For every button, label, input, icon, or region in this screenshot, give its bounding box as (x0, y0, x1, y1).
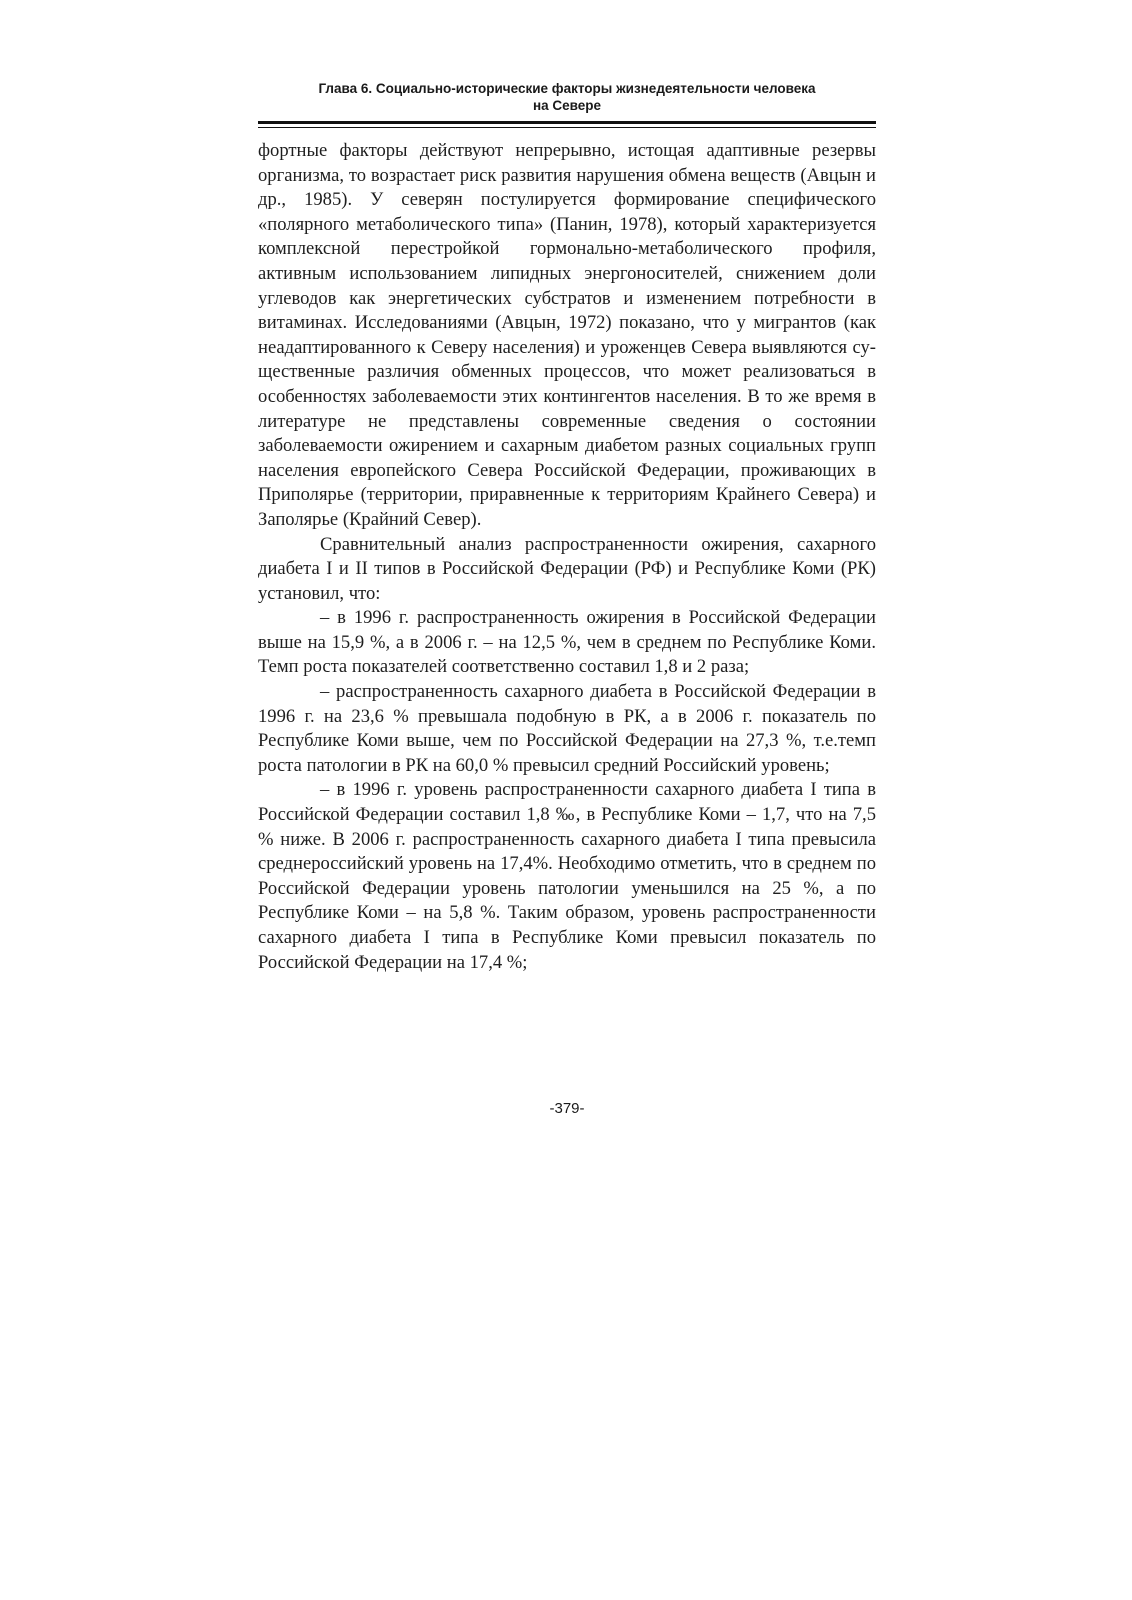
body-text (258, 139, 876, 975)
paragraph-2: Сравнительный анализ распространенности ожирения, сахарного диабета I и II типов в Российской Федерации (РФ) и Республике Коми (РК) установил, что: (258, 533, 876, 604)
list-item-2: – распространенность сахарного диабета в Российской Федерации в 1996 г. на 23,6 % превышала подобную в РК, а в 2006 г. показатель по Республике Коми выше, чем по Российской Федерации на 27,3 %, т.е.темп роста патологии в РК на 60,0 % превысил средний Российский уровень; (258, 681, 876, 776)
header-line-2: на Севере (532, 98, 602, 113)
page-number: -379- (549, 1100, 585, 1117)
paragraph-1: фортные факторы действуют непрерывно, истощая адаптивные резервы организма, то возрастает риск развития нарушения обмена веществ (Авцын и др., 1985). У северян постулируется формирование специфического «полярного метаболического типа» (Панин, 1978), который характеризуется комплексной перестройкой гормонально-метаболического профиля, активным использованием липидных энергоносителей, снижением доли углеводов как энергетических субстратов и изменением потребности в витаминах. Исследованиями (Авцын, 1972) показано, что у мигрантов (как неадаптированного к Северу населения) и уроженцев Севера выявляются существенные различия обменных процессов, что может реализоваться в особенностях заболеваемости этих контингентов населения. В то же время в литературе не представлены современные сведения о состоянии заболеваемости ожирением и сахарным диабетом разных социальных групп населения европейского Севера Российской Федерации, проживающих в Приполярье (территории, приравненные к территориям Крайнего Севера) и Заполярье (Крайний Север). (258, 140, 876, 530)
header-rule-thick (258, 121, 876, 124)
running-header (258, 80, 876, 114)
list-item-1: – в 1996 г. распространенность ожирения в Российской Федерации выше на 15,9 %, а в 2006 г. – на 12,5 %, чем в среднем по Республике Коми. Темп роста показателей соответственно составил 1,8 и 2 раза; (258, 607, 876, 678)
header-line-1: Глава 6. Социально-исторические факторы жизнедеятельности человека (318, 81, 816, 96)
header-rule-thin (258, 127, 876, 128)
list-item-3: – в 1996 г. уровень распространенности сахарного диабета I типа в Российской Федерации составил 1,8 ‰, в Республике Коми – 1,7, что на 7,5 % ниже. В 2006 г. распространенность сахарного диабета I типа превысила среднероссийский уровень на 17,4%. Необходимо отметить, что в среднем по Российской Федерации уровень патологии уменьшился на 25 %, а по Республике Коми – на 5,8 %. Таким образом, уровень распространенности сахарного диабета I типа в Республике Коми превысил показатель по Российской Федерации на 17,4 %; (258, 779, 876, 973)
